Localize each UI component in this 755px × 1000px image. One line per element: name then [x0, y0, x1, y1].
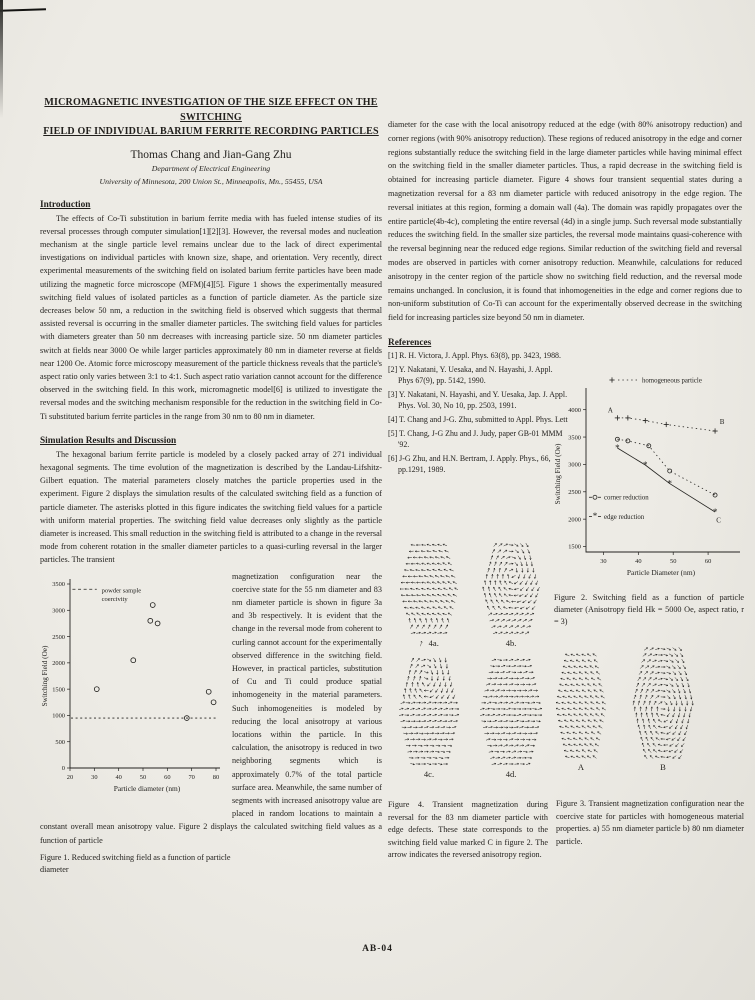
reference-item-3: [3] Y. Nakatani, N. Hayashi, and Y. Uesaka, Jap. J. Appl. Phys. Vol. 30, No 10, pp. 2503, 1991.	[388, 389, 568, 410]
reference-item-1: [1] R. H. Victora, J. Appl. Phys. 63(8), pp. 3423, 1988.	[388, 350, 561, 360]
svg-text:40: 40	[635, 558, 642, 565]
svg-text:*: *	[592, 511, 598, 522]
svg-text:2000: 2000	[568, 516, 581, 524]
section-heading-references: References	[388, 337, 432, 348]
svg-text:20: 20	[66, 773, 74, 781]
figure2-caption: Figure 2. Switching field as a function of particle diameter (Anisotropy field Hk = 5000 Oe, aspect ratio, r = 3)	[554, 593, 744, 626]
section-heading-simulation: Simulation Results and Discussion	[40, 435, 177, 446]
svg-text:B: B	[719, 418, 725, 427]
authors-line: Thomas Chang and Jian-Gang Zhu	[130, 148, 292, 161]
reference-item-2: [2] Y. Nakatani, Y. Uesaka, and N. Hayashi, J. Appl. Phys 67(9), pp. 5142, 1990.	[388, 364, 553, 385]
svg-text:50: 50	[670, 558, 677, 565]
svg-text:*: *	[615, 442, 620, 453]
svg-text:2500: 2500	[568, 488, 581, 496]
figure3-caption: Figure 3. Transient magnetization configuration near the coercive state for particles with homogeneous material properties. a) 55 nm diameter particle b) 80 nm diameter particle.	[556, 799, 744, 846]
svg-text:70: 70	[188, 773, 195, 781]
simulation-paragraph: The hexagonal barium ferrite particle is modeled by a closely packed array of 271 individual hexagonal segments. The time evolution of the magnetization is described by the Landau-Lifshitz-Gilbert equation. The material parameters closely matches the particle properties used in the experiment. Figure 2 displays the simulation results of the calculated switching field as a function of particle diameter. The asterisks plotted in this figure indicates the switching field values for a particle with uniform material properties. The switching field value decreases only slightly as the particle diameter is increased. This small reduction in the switching field is attributed to a change in the reversal mode from coherent rotation in the smaller diameter particles to a quasi-curling reversal in the larger particles. The transient	[40, 449, 382, 565]
svg-text:A: A	[607, 406, 613, 415]
svg-text:3000: 3000	[52, 607, 65, 615]
svg-text:*: *	[667, 478, 672, 489]
reference-item-5: [5] T. Chang, J-G Zhu and J. Judy, paper GB-01 MMM '92.	[388, 428, 563, 449]
paper-title-line2: FIELD OF INDIVIDUAL BARIUM FERRITE RECORDING PARTICLES	[43, 126, 379, 137]
affiliation-department: Department of Electrical Engineering	[151, 163, 271, 173]
reference-item-6: [6] J-G Zhu, and H.N. Bertram, J. Apply. Phys., 66, pp.1291, 1989.	[388, 453, 551, 474]
introduction-paragraph: The effects of Co-Ti substitution in barium ferrite media with has fueled intense studies of its reversal processes through computer simulation[1][2][3]. However, the reversal modes and nucleation mechanism at the single particle level remains unclear due to the lack of direct experimental investigations on individual particles with known size, shape, and orientation. Very recently, direct experimental measurements of the switching field on isolated barium ferrite particles have been made utilizing the magnetic force microscope (MFM)[4][5]. Figure 1 shows the experimentally measured switching field values of isolated particles as a function of particle diameter. As the particle size decreases below 50 nm, a reduction in the switching field is observed which suggests that thermal assisted reversal is occurring in the smaller diameter particles. The switching field values for particles with diameters greater than 50 nm decreases with increasing particle size. 50 nm diameter particles switch at fields near 3000 Oe while larger particles approximately 80 nm in diameter reverse at fields near 1200 Oe. Atomic force microscopy measurement of the particle thickness reveals that the particle's aspect ratio only varies between 3:1 to 4:1. Such aspect ratio variation cannot account for the difference observed in the switching field. In this work, micromagnetic model[6] is utilized to investigate the reversal modes and the switching mechanism responsible for the reduction in the switching field in Co-Ti substituted barium ferrite particles in the range from 30 nm to 80 nm in diameter.	[40, 213, 382, 421]
references-list	[388, 350, 568, 475]
figure4-cell-4d	[480, 657, 542, 779]
figure2-switching-field-chart	[552, 370, 746, 588]
figure4-caption: Figure 4. Transient magnetization during reversal for the 83 nm diameter particle with edge defects. These state corresponds to the switching field value marked C in figure 2. The arrow indicates the reversed anisotropy region.	[388, 800, 548, 860]
svg-text:80: 80	[212, 773, 220, 781]
svg-text:Particle diameter (nm): Particle diameter (nm)	[113, 783, 181, 793]
svg-text:edge reduction: edge reduction	[603, 513, 645, 521]
right-column-paragraph: diameter for the case with the local anisotropy reduced at the edge (with 80% anisotropy reduction) and corner regions (with 90% anisotropy reduction). These regions of reduced anisotropy in the edge and corner regions substantially reduce the switching field in the large diameter particles while having minimal effect on the switching field in the smaller diameter particles. Thus, a rapid decrease in the switching field is obtained for increasing particle diameter. Figure 4 shows four transient sequential states during a magnetization reversal for a 83 nm diameter particle with reduced anisotropy in the edge region. The reversal initiates at this region, forming a domain wall (4a). The domain was rapidly propagates over the entire particle(4b-4c), completing the entire reversal (4d) in a single jump. Such reversal mode substantially reduces the switching field. In the smaller size particles, the reversal mode maintains quasi-coherence with the reversal beginning near the reduced edge regions. Similar reduction of the switching field and reversal modes are observed in particles with corner anisotropy reduction. Meanwhile, calculations for reduced anisotropy in the center region of the particle show no switching field reduction, and the reversal mode remains unchanged. In conclusion, it is found that inhomogeneities in the edge and corner regions due to non-uniform substitution of Co-Ti can account for the experimentally observed decrease in the switching field for increasing particles size beyond 50 nm in diameter.	[388, 120, 742, 323]
svg-text:Particle Diameter (nm): Particle Diameter (nm)	[626, 568, 696, 577]
figure3-hexagon-row	[556, 646, 748, 772]
section-heading-introduction: Introduction	[40, 199, 91, 210]
figure4-cell-4b	[482, 542, 540, 648]
simulation-paragraph-wrapped: magnetization configuration near the coercive state for the 55 nm diameter and 83 nm diameter particle is shown in figure 3a and 3b respectively. It is evident that the change in the reversal mode from coherent to curling cannot account for the experimentally observed difference in the switching field. However, in practical particles, substitution of Cu and Ti could produce spatial inhomogeneity in the material parameters. Such inhomogeneities is modeled by reducing the local anisotropy at various locations within the particle. In this calculation, the anisotropy is reduced in two neighboring segments which is approximately 0.7% of the total particle surface area. Meanwhile, the same number of segments with increased anisotropy value are placed in random locations to maintain a constant overall mean anisotropy value. Figure 2 displays the calculated switching field values as a function of particle	[40, 571, 382, 845]
figure4-hexagon-4d-magnetization	[480, 657, 542, 767]
svg-text:powder sample: powder sample	[101, 586, 142, 594]
figure1-block	[40, 570, 382, 847]
svg-text:Switching Field (Oe): Switching Field (Oe)	[554, 443, 562, 505]
svg-text:60: 60	[704, 558, 712, 565]
figure4-label-4d: 4d.	[505, 769, 517, 779]
svg-text:3500: 3500	[52, 580, 65, 588]
svg-text:2500: 2500	[52, 633, 65, 641]
svg-text:60: 60	[164, 773, 171, 781]
figure4-label-row-4a	[419, 638, 439, 648]
paper-title	[40, 96, 382, 140]
svg-text:30: 30	[91, 773, 98, 781]
svg-text:coercivity: coercivity	[101, 595, 128, 603]
affiliation-university: University of Minnesota, 200 Union St., Minneapolis, Mn., 55455, USA	[99, 176, 323, 186]
svg-text:C: C	[716, 516, 721, 525]
svg-text:1000: 1000	[52, 712, 65, 720]
svg-text:2000: 2000	[52, 659, 65, 667]
svg-text:500: 500	[55, 738, 65, 746]
svg-text:corner reduction: corner reduction	[603, 494, 649, 502]
svg-text:3000: 3000	[568, 461, 581, 469]
reference-item-4: [4] T. Chang and J-G. Zhu, submitted to Appl. Phys. Lett	[388, 414, 568, 424]
page-footer-code: AB-04	[362, 944, 393, 954]
figure4-label-4a: 4a.	[428, 638, 439, 648]
figure3-hexagon-a-magnetization	[556, 652, 606, 760]
scan-artifact-top-line	[0, 8, 46, 12]
figure3-label-a: A	[577, 762, 585, 772]
figure1-switching-field-chart	[40, 572, 226, 815]
figure4-label-4b: 4b.	[505, 638, 517, 648]
svg-text:40: 40	[115, 773, 122, 781]
figure4-hexagon-4a-magnetization	[400, 542, 458, 636]
svg-text:*: *	[643, 459, 648, 470]
figure3-cell-b	[632, 646, 694, 772]
figure4-hexagon-4b-magnetization	[482, 542, 540, 636]
reversed-region-arrow-icon: ↑	[418, 637, 425, 649]
figure4-hexagon-grid	[388, 542, 552, 779]
figure4-label-4c: 4c.	[423, 769, 435, 779]
scan-artifact-left-edge	[0, 0, 3, 118]
figure4-hexagon-4c-magnetization	[399, 657, 459, 767]
figure1-caption: Figure 1. Reduced switching field as a function of particle diameter	[40, 852, 231, 874]
svg-text:1500: 1500	[568, 543, 581, 551]
paper-title-line1: MICROMAGNETIC INVESTIGATION OF THE SIZE EFFECT ON THE SWITCHING	[44, 97, 378, 123]
figure4-cell-4a	[400, 542, 458, 648]
left-column	[40, 88, 382, 875]
svg-text:homogeneous particle: homogeneous particle	[642, 377, 702, 385]
figure4-cell-4c	[399, 657, 459, 779]
svg-text:3500: 3500	[568, 434, 581, 442]
figure3-hexagon-b-magnetization	[632, 646, 694, 760]
svg-text:4000: 4000	[568, 406, 581, 414]
svg-text:0: 0	[61, 764, 65, 772]
figure3-cell-a	[556, 652, 606, 772]
svg-text:Switching Field (Oe): Switching Field (Oe)	[41, 645, 49, 706]
svg-text:*: *	[712, 506, 718, 517]
svg-text:1500: 1500	[52, 685, 65, 693]
svg-text:50: 50	[139, 773, 147, 781]
svg-text:30: 30	[600, 558, 607, 565]
figure3-label-b: B	[660, 762, 666, 772]
